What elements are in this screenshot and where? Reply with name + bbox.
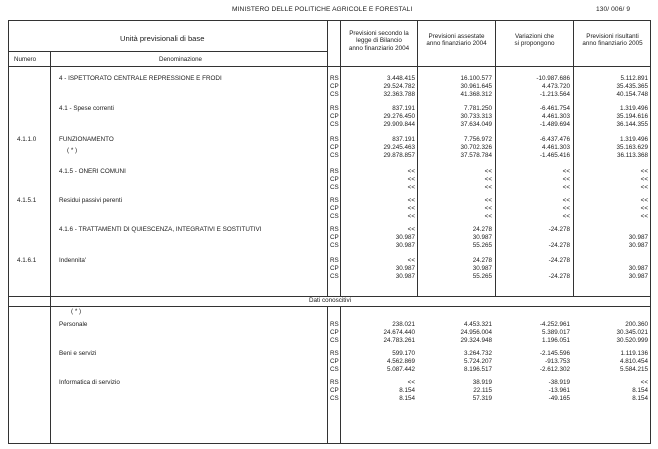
dati-conoscitivi-label: Dati conoscitivi: [309, 297, 351, 304]
cell-value: 30.987: [628, 272, 648, 280]
cell-value: 837.191: [392, 105, 415, 112]
cell-value: -49.165: [548, 394, 570, 402]
row-denominazione: FUNZIONAMENTO: [59, 136, 114, 143]
cell-value: <<: [562, 197, 570, 204]
cell-value: 35.435.365: [616, 82, 648, 90]
unita-header: Unità previsionali di base: [120, 34, 205, 43]
cell-value: <<: [640, 183, 648, 191]
cell-value: <<: [562, 212, 570, 220]
row-code: RS: [330, 379, 339, 386]
cell-value: 29.276.450: [383, 112, 415, 120]
cell-value: 5.724.207: [463, 357, 492, 365]
divider: [495, 20, 496, 296]
cell-value: 8.154: [399, 386, 415, 394]
cell-value: 29.245.463: [383, 143, 415, 151]
cell-value: 24.956.004: [460, 328, 492, 336]
row-denominazione: 4 - ISPETTORATO CENTRALE REPRESSIONE E FRODI: [59, 75, 222, 82]
row-note: ( * ): [67, 147, 78, 154]
row-code: CS: [330, 151, 339, 159]
cell-value: 5.389.017: [541, 328, 570, 336]
row-number: 4.1.6.1: [17, 257, 37, 264]
cell-value: <<: [407, 379, 415, 386]
divider: [8, 51, 327, 52]
cell-value: 38.919: [472, 379, 492, 386]
cell-value: <<: [407, 175, 415, 183]
cell-value: <<: [407, 183, 415, 191]
row-code: RS: [330, 168, 339, 175]
cell-value: 30.987: [395, 233, 415, 241]
cell-value: 24.278: [472, 226, 492, 233]
row-code: CP: [330, 143, 339, 151]
cell-value: -6.437.476: [539, 136, 570, 143]
row-code: CS: [330, 212, 339, 220]
row-code: CS: [330, 365, 339, 373]
cell-value: 55.265: [472, 241, 492, 249]
cell-value: 30.961.645: [460, 82, 492, 90]
row-denominazione: 4.1 - Spese correnti: [59, 105, 114, 112]
cell-value: <<: [562, 183, 570, 191]
row-number: 4.1.5.1: [17, 197, 37, 204]
row-denominazione: 4.1.6 - TRATTAMENTI DI QUIESCENZA, INTEGRATIVI E SOSTITUTIVI: [59, 226, 262, 233]
row-code: CS: [330, 336, 339, 344]
row-denominazione: 4.1.5 - ONERI COMUNI: [59, 168, 126, 175]
cell-value: 30.987: [472, 233, 492, 241]
cell-value: 3.264.732: [463, 350, 492, 357]
cell-value: 30.987: [628, 241, 648, 249]
row-denominazione: Informatica di servizio: [59, 379, 120, 386]
cell-value: 8.154: [632, 386, 648, 394]
row-code: RS: [330, 226, 339, 233]
row-denominazione: Indennita': [59, 257, 87, 264]
cell-value: 30.987: [628, 233, 648, 241]
cell-value: 32.363.788: [383, 90, 415, 98]
cell-value: 8.196.517: [463, 365, 492, 373]
cell-value: 200.360: [625, 321, 648, 328]
cell-value: <<: [562, 168, 570, 175]
cell-value: 4.461.303: [541, 143, 570, 151]
cell-value: 7.756.972: [463, 136, 492, 143]
cell-value: <<: [407, 212, 415, 220]
cell-value: 4.453.321: [463, 321, 492, 328]
cell-value: 5.584.215: [619, 365, 648, 373]
cell-value: <<: [562, 175, 570, 183]
row-code: RS: [330, 136, 339, 143]
cell-value: 30.345.021: [616, 328, 648, 336]
cell-value: 599.170: [392, 350, 415, 357]
row-code: CP: [330, 328, 339, 336]
row-denominazione: Personale: [59, 321, 88, 328]
row-denominazione: Residui passivi perenti: [59, 197, 122, 204]
cell-value: <<: [407, 168, 415, 175]
row-code: CP: [330, 112, 339, 120]
divider: [50, 51, 51, 444]
divider: [340, 306, 341, 444]
cell-value: -24.278: [548, 272, 570, 280]
cell-value: 4.810.454: [619, 357, 648, 365]
divider: [573, 20, 574, 296]
page-reference: 130/ 006/ 9: [596, 6, 631, 13]
cell-value: <<: [484, 168, 492, 175]
cell-value: -2.612.302: [539, 365, 570, 373]
cell-value: 30.987: [395, 272, 415, 280]
cell-value: 22.115: [473, 386, 492, 394]
cell-value: 30.733.313: [460, 112, 492, 120]
row-code: CS: [330, 272, 339, 280]
cell-value: <<: [407, 257, 415, 264]
col1-header: Previsioni secondo la legge di Bilancio anno finanziario 2004: [348, 30, 410, 52]
cell-value: <<: [640, 379, 648, 386]
cell-value: <<: [640, 204, 648, 212]
row-code: CP: [330, 233, 339, 241]
row-code: CS: [330, 90, 339, 98]
cell-value: 30.987: [472, 264, 492, 272]
cell-value: 37.634.049: [460, 120, 492, 128]
numero-header: Numero: [14, 56, 37, 63]
cell-value: <<: [640, 212, 648, 220]
cell-value: -1.465.416: [539, 151, 570, 159]
cell-value: -4.252.961: [539, 321, 570, 328]
cell-value: -24.278: [548, 241, 570, 249]
row-code: CP: [330, 175, 339, 183]
cell-value: 238.021: [392, 321, 415, 328]
cell-value: -24.278: [548, 226, 570, 233]
ministry-header: MINISTERO DELLE POLITICHE AGRICOLE E FORESTALI: [232, 6, 413, 13]
cell-value: 1.319.496: [619, 105, 648, 112]
cell-value: <<: [407, 226, 415, 233]
row-code: CS: [330, 241, 339, 249]
cell-value: 29.909.844: [383, 120, 415, 128]
cell-value: 36.144.355: [616, 120, 648, 128]
cell-value: 41.368.312: [460, 90, 492, 98]
cell-value: 1.196.051: [541, 336, 570, 344]
row-denominazione: Beni e servizi: [59, 350, 97, 357]
col4-header: Previsioni risultanti anno finanziario 2005: [582, 33, 643, 48]
divider: [8, 306, 651, 307]
cell-value: <<: [640, 197, 648, 204]
cell-value: 5.112.891: [620, 75, 648, 82]
row-code: CP: [330, 386, 339, 394]
row-note: ( * ): [71, 308, 82, 315]
cell-value: 30.702.326: [460, 143, 492, 151]
divider: [417, 20, 418, 296]
cell-value: 35.194.616: [616, 112, 648, 120]
cell-value: <<: [640, 175, 648, 183]
cell-value: 35.163.629: [616, 143, 648, 151]
cell-value: 36.113.368: [616, 151, 648, 159]
cell-value: 30.987: [395, 241, 415, 249]
cell-value: 7.781.250: [463, 105, 492, 112]
divider: [327, 20, 328, 296]
cell-value: 3.448.415: [386, 75, 415, 82]
row-code: CP: [330, 357, 339, 365]
cell-value: <<: [484, 175, 492, 183]
cell-value: -6.461.754: [539, 105, 570, 112]
cell-value: <<: [484, 197, 492, 204]
cell-value: -1.489.694: [539, 120, 570, 128]
cell-value: -2.145.596: [539, 350, 570, 357]
cell-value: 37.578.784: [460, 151, 492, 159]
cell-value: <<: [407, 204, 415, 212]
cell-value: <<: [484, 212, 492, 220]
cell-value: -10.987.686: [536, 75, 570, 82]
cell-value: 55.265: [472, 272, 492, 280]
cell-value: 57.319: [472, 394, 492, 402]
cell-value: -38.919: [548, 379, 570, 386]
row-number: 4.1.1.0: [17, 136, 37, 143]
row-code: RS: [330, 257, 339, 264]
cell-value: 24.674.440: [383, 328, 415, 336]
cell-value: 29.878.857: [383, 151, 415, 159]
cell-value: -13.961: [548, 386, 570, 394]
row-code: RS: [330, 75, 339, 82]
cell-value: 16.100.577: [460, 75, 492, 82]
cell-value: 4.461.303: [541, 112, 570, 120]
row-code: RS: [330, 350, 339, 357]
col3-header: Variazioni che si propongono: [514, 33, 555, 48]
cell-value: -913.753: [545, 357, 570, 365]
cell-value: 24.278: [472, 257, 492, 264]
row-code: CS: [330, 183, 339, 191]
row-code: RS: [330, 321, 339, 328]
row-code: RS: [330, 197, 339, 204]
cell-value: 29.524.782: [383, 82, 415, 90]
cell-value: 8.154: [632, 394, 648, 402]
row-code: CP: [330, 204, 339, 212]
cell-value: 29.324.948: [460, 336, 492, 344]
divider: [8, 66, 651, 67]
row-code: CS: [330, 120, 339, 128]
cell-value: <<: [562, 204, 570, 212]
cell-value: 1.319.496: [619, 136, 648, 143]
row-code: RS: [330, 105, 339, 112]
row-code: CP: [330, 82, 339, 90]
cell-value: <<: [407, 197, 415, 204]
cell-value: 4.473.720: [541, 82, 570, 90]
cell-value: 4.562.869: [386, 357, 415, 365]
cell-value: 30.987: [628, 264, 648, 272]
cell-value: 5.087.442: [386, 365, 415, 373]
denominazione-header: Denominazione: [159, 56, 202, 63]
row-code: CP: [330, 264, 339, 272]
divider: [327, 306, 328, 444]
cell-value: 1.119.136: [620, 350, 648, 357]
cell-value: -1.213.564: [539, 90, 570, 98]
cell-value: <<: [484, 204, 492, 212]
cell-value: 40.154.748: [616, 90, 648, 98]
divider: [340, 20, 341, 296]
cell-value: -24.278: [548, 257, 570, 264]
cell-value: 24.783.261: [383, 336, 415, 344]
cell-value: 30.987: [395, 264, 415, 272]
row-code: CS: [330, 394, 339, 402]
cell-value: <<: [484, 183, 492, 191]
cell-value: <<: [640, 168, 648, 175]
cell-value: 837.191: [392, 136, 415, 143]
cell-value: 8.154: [399, 394, 415, 402]
cell-value: 30.520.999: [616, 336, 648, 344]
col2-header: Previsioni assestate anno finanziario 2004: [426, 33, 487, 48]
